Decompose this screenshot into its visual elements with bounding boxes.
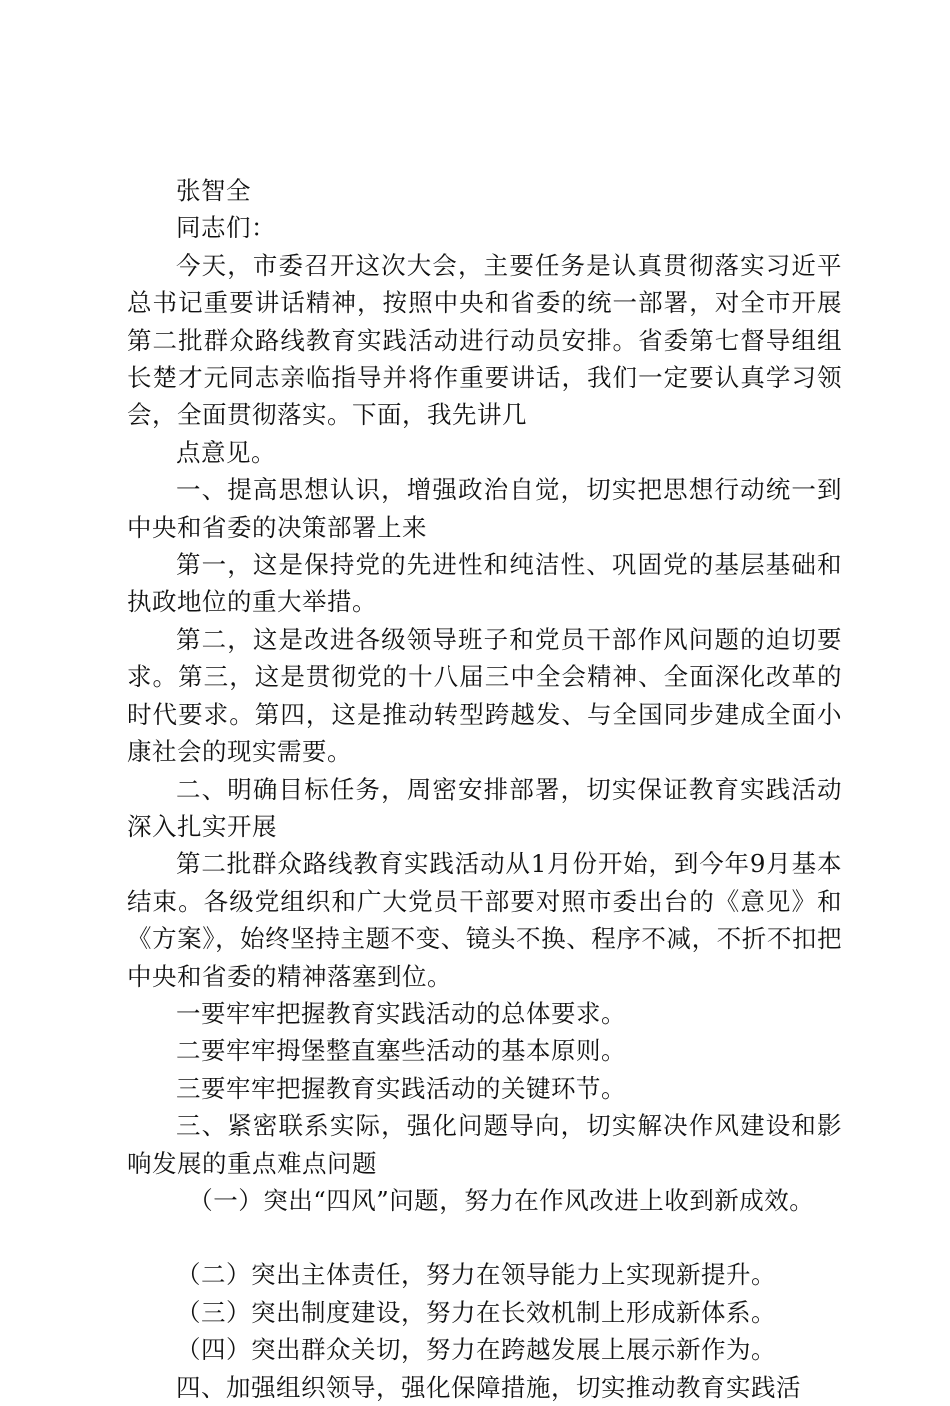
section-3-item-1: （一）突出“四风”问题，努力在作风改进上收到新成效。 [188, 1185, 815, 1215]
document-body [127, 172, 842, 1406]
section-1-paragraph-2: 第二，这是改进各级领导班子和党员干部作风问题的迫切要求。第三，这是贯彻党的十八届三中全会精神、全面深化改革的时代要求。第四，这是推动转型跨越发、与全国同步建成全面小康社会的现实需要。 [127, 624, 842, 767]
section-2-item-1: 一要牢牢把握教育实践活动的总体要求。 [176, 998, 626, 1028]
section-3-item-2: （二）突出主体责任，努力在领导能力上实现新提升。 [176, 1260, 776, 1290]
author-name: 张智全 [176, 176, 251, 205]
section-2-item-2: 二要牢牢拇堡整直塞些活动的基本原则。 [176, 1036, 626, 1066]
section-3-item-4: （四）突出群众关切，努力在跨越发展上展示新作为。 [176, 1335, 776, 1365]
section-4-heading: 四、加强组织领导，强化保障措施，切实推动教育实践活 [176, 1372, 801, 1402]
intro-paragraph-continued: 点意见。 [176, 437, 276, 467]
section-3-heading: 三、紧密联系实际，强化问题导向，切实解决作风建设和影响发展的重点难点问题 [127, 1111, 842, 1178]
section-3-item-3: （三）突出制度建设，努力在长效机制上形成新体系。 [176, 1297, 776, 1327]
section-2-paragraph-1: 第二批群众路线教育实践活动从1月份开始，到今年9月基本结束。各级党组织和广大党员干部要对照市委出台的《意见》和《方案》，始终坚持主题不变、镜头不换、程序不减，不折不扣把中央和省委的精神落塞到位。 [127, 849, 842, 991]
intro-paragraph: 今天，市委召开这次大会，主要任务是认真贯彻落实习近平总书记重要讲话精神，按照中央和省委的统一部署，对全市开展第二批群众路线教育实践活动进行动员安排。省委第七督导组组长楚才元同志亲临指导并将作重要讲话，我们一定要认真学习领会，全面贯彻落实。下面，我先讲几 [127, 250, 842, 430]
blank-line [127, 1219, 842, 1256]
section-2-item-3: 三要牢牢把握教育实践活动的关键环节。 [176, 1073, 626, 1103]
section-2-heading: 二、明确目标任务，周密安排部署，切实保证教育实践活动深入扎实开展 [127, 774, 842, 841]
salutation: 同志们： [176, 213, 276, 243]
section-1-heading: 一、提高思想认识，增强政治自觉，切实把思想行动统一到中央和省委的决策部署上来 [127, 475, 842, 542]
section-1-paragraph-1: 第一，这是保持党的先进性和纯洁性、巩固党的基层基础和执政地位的重大举措。 [127, 550, 842, 617]
